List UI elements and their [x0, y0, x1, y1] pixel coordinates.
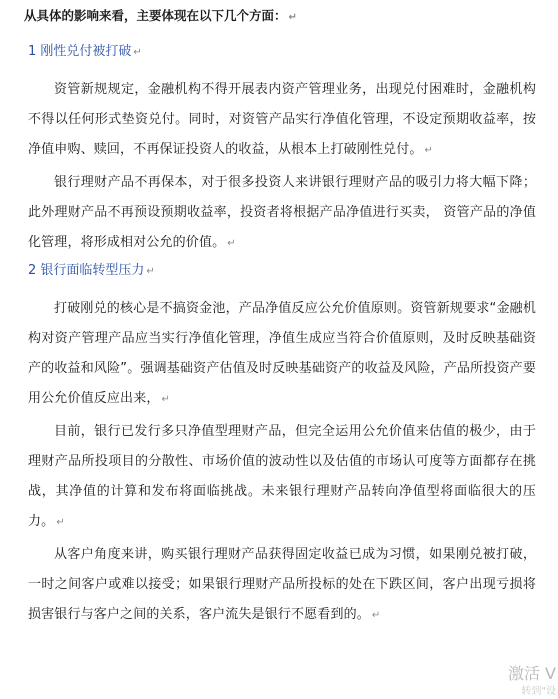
paragraph-text: 资管新规规定，金融机构不得开展表内资产管理业务，出现兑付困难时，金融机构不得以任何形式垫资兑付。同时，对资管产品实行净值化管理，不设定预期收益率，按净值申购、赎回，不再保证投资人的收益，从根本上打破刚性兑付。: [28, 82, 536, 157]
paragraph-mark: ↵: [424, 145, 434, 156]
section-heading-1: [28, 42, 536, 63]
section-heading-2: [28, 261, 536, 282]
paragraph-text: 目前，银行已发行多只净值型理财产品，但完全运用公允价值来估值的极少，由于理财产品所投项目的分散性、市场价值的波动性以及估值的市场认可度等方面都存在挑战，其净值的计算和发布将面临挑战。未来银行理财产品转向净值型将面临很大的压力。: [28, 424, 536, 529]
paragraph: [28, 417, 536, 538]
watermark-line-1: 激活 V: [507, 665, 556, 683]
activation-watermark: [506, 665, 556, 699]
paragraph-mark: ↵: [371, 610, 381, 621]
paragraph-mark: ↵: [288, 12, 297, 23]
watermark-line-2: 转到"设: [521, 686, 556, 697]
paragraph-text: 从客户角度来讲，购买银行理财产品获得固定收益已成为习惯，如果刚兑被打破，一时之间客户或难以接受；如果银行理财产品所投标的处在下跌区间，客户出现亏损将损害银行与客户之间的关系，客户流失是银行不愿看到的。: [28, 547, 536, 622]
paragraph-mark: ↵: [146, 266, 155, 277]
section-heading-text: 1 刚性兑付被打破: [28, 44, 132, 59]
paragraph-mark: ↵: [227, 238, 236, 249]
paragraph-mark: ↵: [56, 517, 65, 528]
paragraph: [28, 168, 536, 259]
section-heading-text: 2 银行面临转型压力: [28, 263, 145, 278]
paragraph: [28, 75, 536, 166]
paragraph-text: 银行理财产品不再保本，对于很多投资人来讲银行理财产品的吸引力将大幅下降；此外理财产品不再预设预期收益率，投资者将根据产品净值进行买卖， 资管产品的净值化管理，将形成相对公允的价值。: [28, 175, 536, 250]
paragraph: [28, 294, 536, 415]
paragraph-text: 打破刚兑的核心是不搞资金池，产品净值反应公允价值原则。资管新规要求“金融机构对资产管理产品应当实行净值化管理，净值生成应当符合价值原则，及时反映基础资产的收益和风险”。强调基础资产估值及时反映基础资产的收益及风险，产品所投资产要用公允价值反应出来，: [28, 301, 536, 406]
intro-line: [24, 6, 536, 28]
paragraph-mark: ↵: [161, 394, 171, 405]
paragraph-mark: ↵: [133, 47, 142, 58]
intro-text: 从具体的影响来看，主要体现在以下几个方面：: [24, 8, 287, 23]
paragraph: [28, 540, 536, 631]
